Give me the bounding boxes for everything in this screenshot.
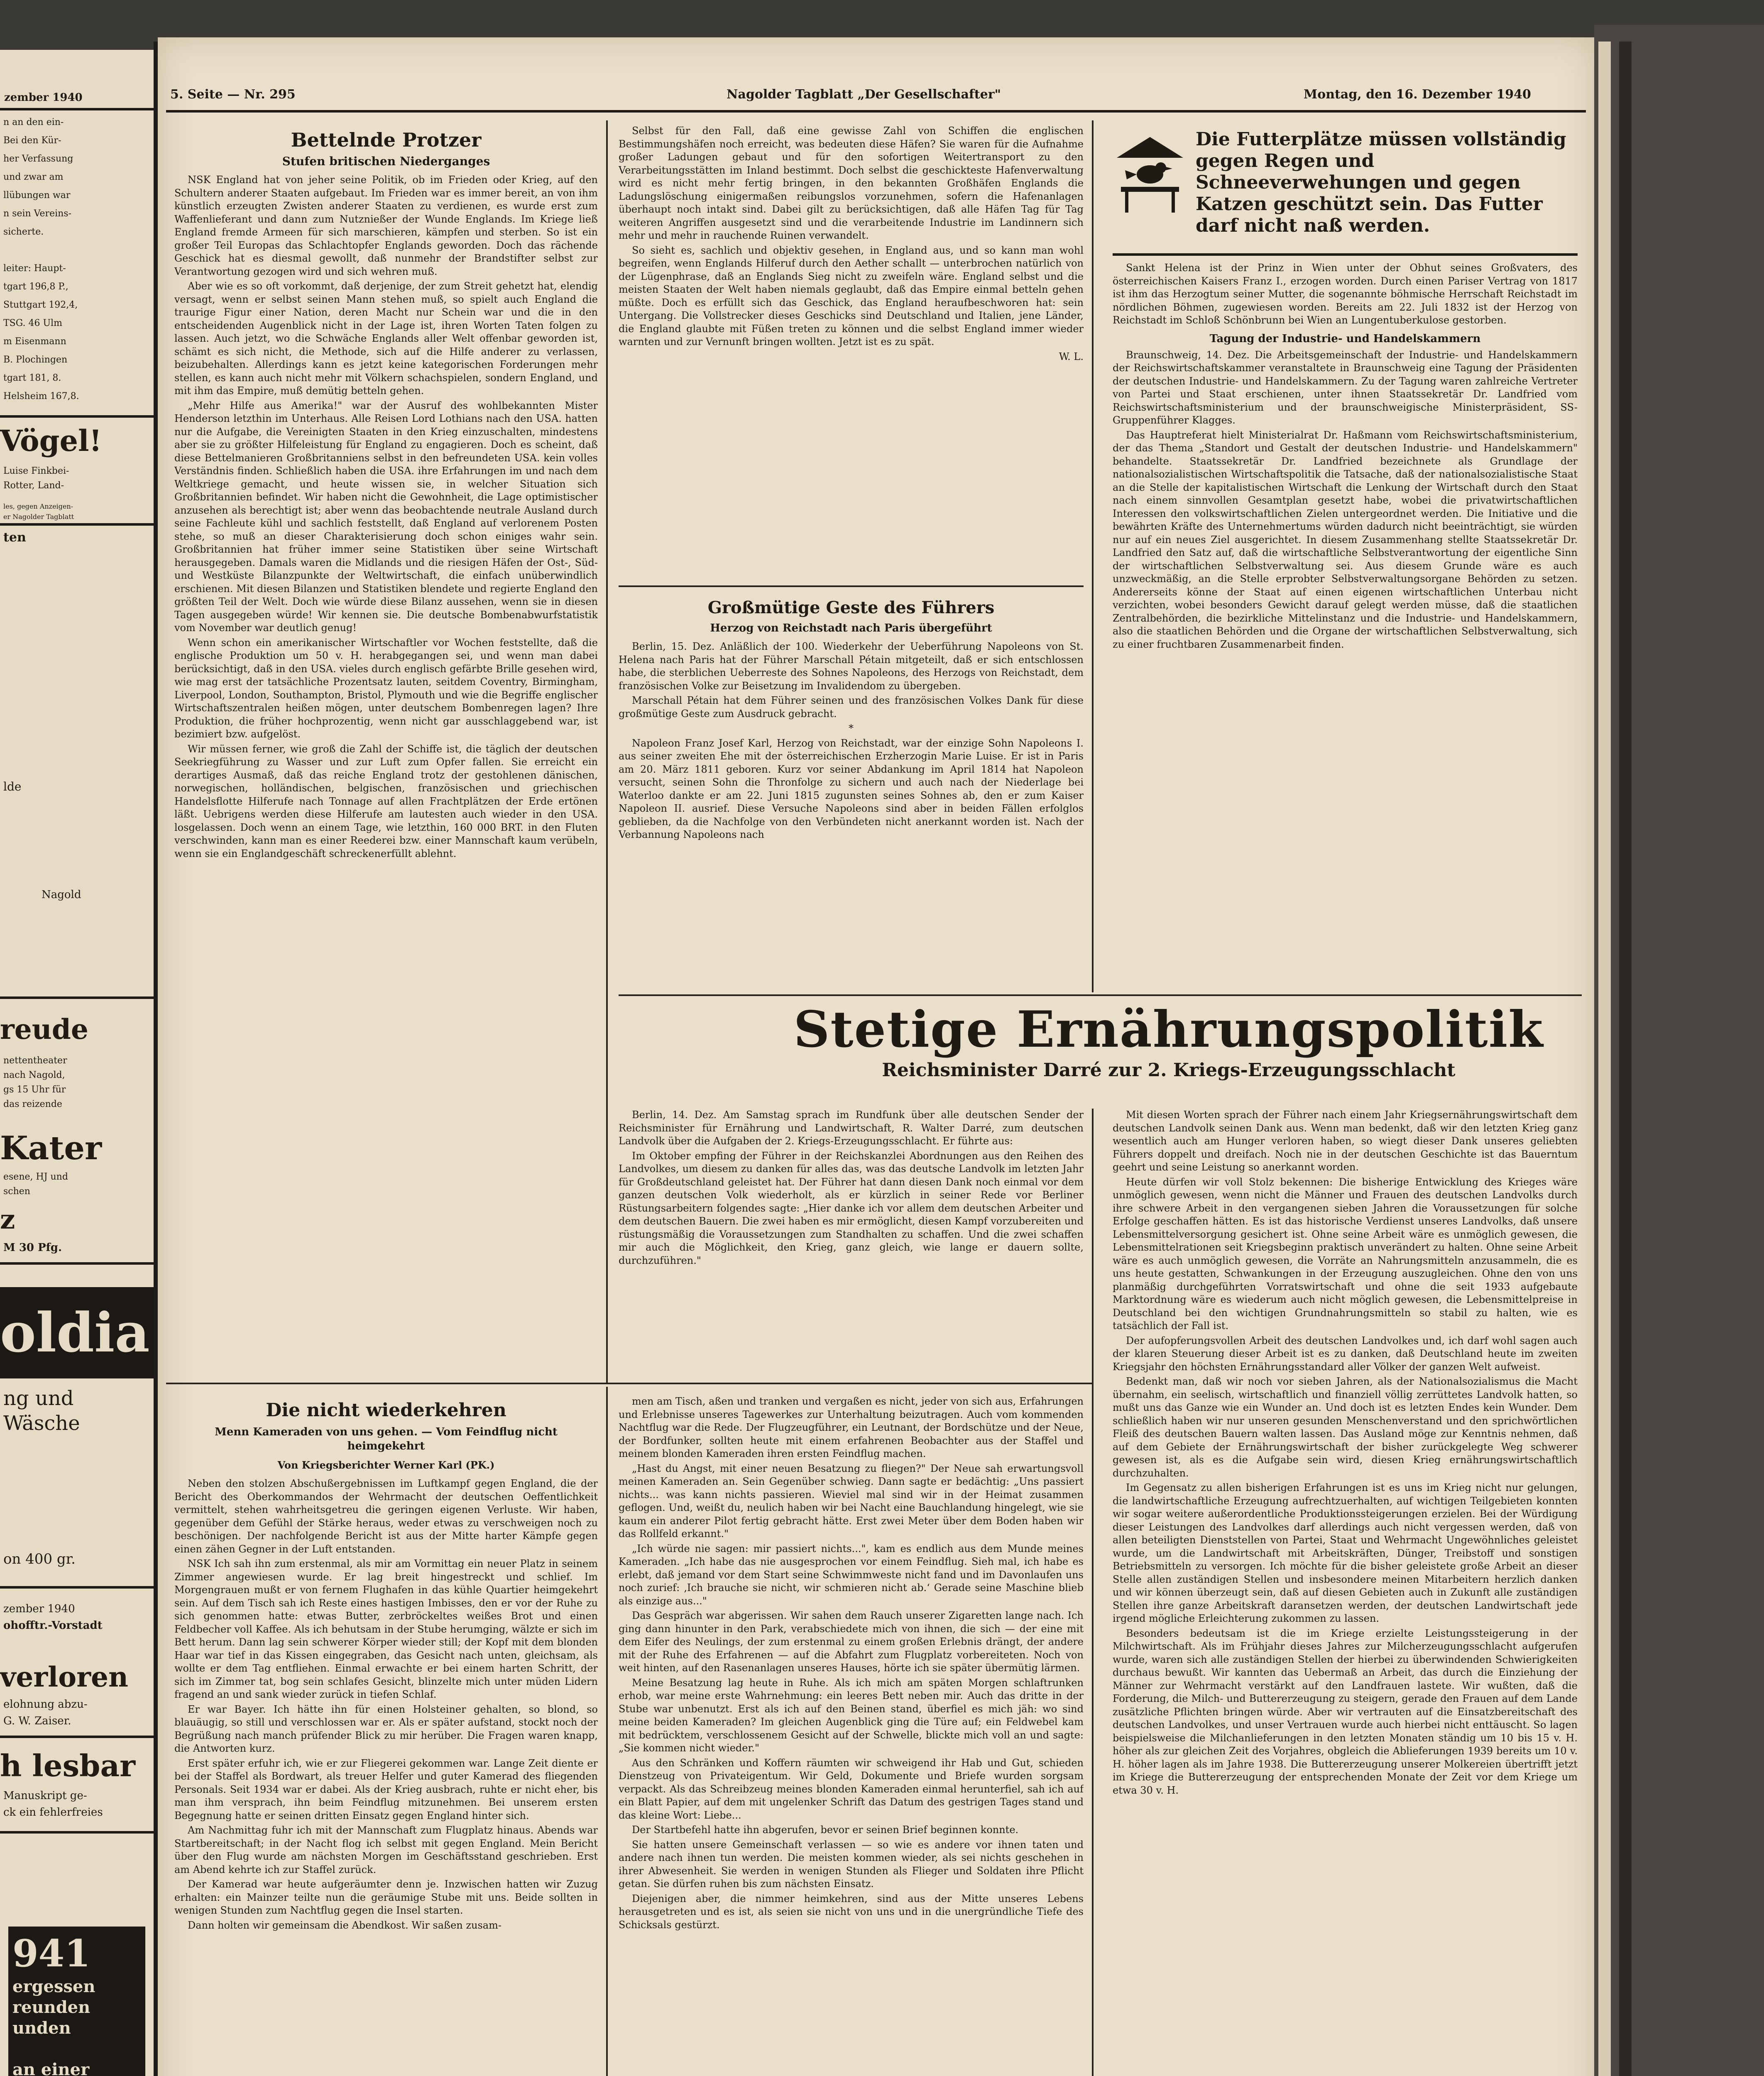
article-title: Bettelnde Protzer (291, 129, 482, 151)
article-paragraph: Mit diesen Worten sprach der Führer nach einem Jahr Kriegsernährungswirtschaft dem deutschen Landvolk seinen Dank aus. Wenn man bedenkt, daß wir den letzten Krieg ganz wesentlich auch am Hunger verloren haben, so wiegt dieser Dank unseres geliebten Führers doppelt und dreifach. Noch nie in der deutschen Geschichte ist das Bauerntum geehrt und seine Leistung so anerkannt worden. (1113, 1109, 1578, 1173)
prev-page-rule (0, 996, 154, 999)
article-die-nicht-wiederkehren-continued (619, 1395, 1084, 2076)
prev-page-rule (0, 1831, 154, 1834)
prev-ad-nagold: Nagold (42, 889, 81, 901)
article-signature: W. L. (1059, 350, 1084, 362)
article-paragraph: Im Gegensatz zu allen bisherigen Erfahrungen ist es uns im Krieg nicht nur gelungen, die landwirtschaftliche Erzeugung aufrechtzuerhalten, auf wichtigen Teilgebieten konnten wir sogar weitere außerordentliche Produktionssteigerungen erzielen. Bei der Würdigung dieser Leistungen des Landvolkes darf allerdings auch nicht vergessen werden, daß von allen beteiligten Dienststellen von Partei, Staat und Wehrmacht Ungewöhnliches geleistet wurde, um die Landwirtschaft mit Arbeitskräften, Dünger, Treibstoff und sonstigen Betriebsmitteln zu versorgen. Ich möchte für die bisher geleistete große Arbeit an dieser Stelle allen zuständigen Stellen und insbesondere meinen Mitarbeitern herzlich danken und wir können überzeugt sein, daß auf diesen Gebieten auch in Zukunft alle zuständigen Stellen ihre ganze Arbeitskraft daransetzen werden, der deutschen Landwirtschaft jede irgend mögliche Erleichterung zukommen zu lassen. (1113, 1482, 1578, 1624)
prev-ad-gr: on 400 gr. (3, 1551, 76, 1567)
prev-page-fragment-line: Bei den Kür- (3, 135, 61, 146)
article-paragraph: Aber wie es so oft vorkommt, daß derjenige, der zum Streit gehetzt hat, elendig versagt, wenn er selbst seinen Mann stehen muß, so spielt auch England die traurige Figur einer Nation, deren Macht nur Schein war und die in den entscheidenden Augenblick nicht in der Lage ist, ihren Worten Taten folgen zu lassen. Auch jetzt, wo die Schwäche Englands aller Welt offenbar geworden ist, schämt es sich nicht, die Methode, sich auf die Hilfe anderer zu verlassen, beizubehalten. Allerdings kann es jetzt keine kategorischen Forderungen mehr stellen, es kann auch nicht mehr mit Völkern schachspielen, sondern England, und mit ihm das Empire, muß demütig betteln gehen. (174, 280, 598, 397)
article-bettelnde-protzer-continued (619, 125, 1084, 590)
header-rule (166, 110, 1586, 113)
article-paragraph: Wir müssen ferner, wie groß die Zahl der Schiffe ist, die täglich der deutschen Seekriegführung zu Wasser und zur Luft zum Opfer fallen. Sie erreicht ein derartiges Ausmaß, daß das reiche England trotz der gestohlenen dänischen, norwegischen, holländischen, belgischen, französischen und griechischen Handelsflotte Hilferufe nach Tonnage auf allen Frachtplätzen der Erde ertönen läßt. Uebrigens werden diese Hilferufe am lautesten auch wieder in den USA. losgelassen. Doch wenn an einem Tage, wie letzthin, 160 000 BRT. in den Fluten verschwinden, kann man es einer Reederei bzw. einer Mannschaft kaum verübeln, wenn sie ein Englandgeschäft schreckenerfüllt ablehnt. (174, 743, 598, 859)
prev-ad-box-line (12, 2039, 141, 2059)
banner-rule (619, 994, 1582, 996)
bird-feeding-notice (1113, 120, 1578, 256)
prev-page-fragment-line: leiter: Haupt- (3, 263, 66, 274)
article-paragraph: Wenn schon ein amerikanischer Wirtschaftler vor Wochen feststellte, daß die englische Produktion um 50 v. H. herabgegangen sei, und wenn man dabei berücksichtigt, daß in den USA. vieles durch englisch gefärbte Brille gesehen wird, wie mag erst der tatsächliche Prozentsatz lauten, seitdem Coventry, Birmingham, Liverpool, London, Southampton, Bristol, Plymouth und wie die Begriffe englischer Wirtschaftszentralen heißen mögen, unter deutschem Bombenregen lagen? Ihre Produktion, die früher hochprozentig, wenn nicht gar ausschlaggebend war, ist bezimiert bzw. aufgelöst. (174, 637, 598, 740)
previous-page-fragment (0, 50, 154, 2076)
prev-ad-freude-line-3: gs 15 Uhr für (3, 1085, 66, 1095)
prev-ad-box-line: unden (12, 2018, 71, 2038)
notice-text: Die Futterplätze müssen vollständig gegen Regen und Schneeverwehungen und gegen Katzen geschützt sein. Das Futter darf nicht naß werden. (1196, 129, 1566, 236)
prev-ad-zaiser-2: ohofftr.-Vorstadt (3, 1619, 103, 1632)
article-paragraph: Meine Besatzung lag heute in Ruhe. Als ich mich am späten Morgen schlaftrunken erhob, war meine erste Wahrnehmung: ein leeres Bett neben mir. Auch das dritte in der Stube war unbenutzt. Erst als ich auf den Beinen stand, überfiel es mich jäh: wo sind meine beiden Kameraden? Im gleichen Augenblick ging die Türe auf; ein Feldwebel kam mit bedrücktem, verschlossenem Gesicht auf der Schwelle, blickte mich voll an und sagte: „Sie kommen nicht wieder." (619, 1677, 1084, 1754)
prev-ad-voegel-line-2: Rotter, Land- (3, 480, 64, 491)
article-die-nicht-wiederkehren (174, 1395, 598, 2076)
article-paragraph: „Mehr Hilfe aus Amerika!" war der Ausruf des wohlbekannten Mister Henderson letzthin im Unterhaus. Alle Reisen Lord Lothians nach den USA. hatten nur die Aufgabe, die Vereinigten Staaten in den Krieg einzuschalten, mindestens aber sie zu größter Hilfeleistung für England zu engagieren. Doch es scheint, daß diese Bettelmanieren Großbritanniens selbst in den befreundeten USA. kein volles Verständnis finden. Schließlich haben die USA. ihre Erfahrungen im und nach dem Weltkriege gemacht, und heute wissen sie, in welcher Situation sich Großbritannien befindet. Wir haben nicht die Gewohnheit, die Lage optimistischer anzusehen als berechtigt ist; aber wenn das beobachtende neutrale Ausland durch seine Fachleute kühl und sachlich feststellt, daß England auf verlorenem Posten stehe, so muß an dieser Charakterisierung doch schon einiges wahr sein. Großbritannien hat früher immer seine Statistiken über seine Wirtschaft herausgegeben. Damals waren die Midlands und die riesigen Häfen der Ost-, Süd- und Westküste Bilanzpunkte der Weltwirtschaft, die einfach unüberwindlich erschienen. Mit diesen Bilanzen und Statistiken blendete und regierte England den größten Teil der Welt. Doch wie würde diese Bilanz aussehen, wenn sie in diesen Tagen ausgegeben würde! Wir kennen sie. Die deutsche Bombenabwurfstatistik vom November war deutlich genug! (174, 399, 598, 634)
prev-ad-kater-line-2: schen (3, 1186, 30, 1197)
prev-page-fragment-line: Helsheim 167,8. (3, 391, 79, 401)
prev-ad-box-line: an einer (12, 2060, 90, 2076)
prev-ad-kater: Kater (0, 1129, 102, 1167)
article-bettelnde-protzer (174, 125, 598, 1383)
prev-ad-box-year: 941 (12, 1932, 91, 1976)
article-paragraph: Sie hatten unsere Gemeinschaft verlassen — so wie es andere vor ihnen taten und andere nach ihnen tun werden. Die meisten kommen wieder, als sei nichts geschehen in ihrer Abwesenheit. Sie werden in wenigen Stunden als Flieger und Soldaten ihre Pflicht getan. Sie dürfen ruhen bis zum nächsten Einsatz. (619, 1839, 1084, 1890)
article-paragraph: Sankt Helena ist der Prinz in Wien unter der Obhut seines Großvaters, des österreichischen Kaisers Franz I., erzogen worden. Durch einen Pariser Vertrag von 1817 ist ihm das Herzogtum seiner Mutter, die sogenannte böhmische Herrschaft Reichstadt im nördlichen Böhmen, zugewiesen worden. Bereits am 22. Juli 1832 ist der Herzog von Reichstadt im Schloß Schönbrunn bei Wien an Lungentuberkulose gestorben. (1113, 262, 1578, 326)
prev-page-fragment-line: B. Plochingen (3, 355, 68, 365)
prev-ad-oldia: oldia (0, 1287, 154, 1378)
prev-ad-voegel-line-1: Luise Finkbei- (3, 466, 69, 476)
banner-subtitle: Reichsminister Darré zur 2. Kriegs-Erzeugungsschlacht (882, 1060, 1456, 1081)
column-rule (1092, 120, 1094, 992)
page-edge (1598, 42, 1611, 2076)
prev-page-fragment-line: Stuttgart 192,4, (3, 300, 78, 310)
prev-ad-oldia-line-2: Wäsche (3, 1412, 80, 1435)
article-paragraph: Marschall Pétain hat dem Führer seinen und des französischen Volkes Dank für diese großmütige Geste zum Ausdruck gebracht. (619, 695, 1084, 720)
prev-ad-freude-line-4: das reizende (3, 1099, 62, 1109)
article-paragraph: Besonders bedeutsam ist die im Kriege erzielte Leistungssteigerung in der Milchwirtschaft. Als im Frühjahr dieses Jahres zur Milcherzeugungsschlacht aufgerufen wurde, waren sich alle zuständigen Stellen der hierbei zu überwindenden Schwierigkeiten durchaus bewußt. Wir kannten das Uebermaß an Arbeit, das durch die Einziehung der Männer zur Wehrmacht verstärkt auf den Landfrauen lastete. Wir wußten, daß die Forderung, die Milch- und Buttererzeugung zu steigern, gerade den Frauen auf dem Lande zusätzliche Pflichten bringen würde. Aber wir vertrauten auf die Einsatzbereitschaft des deutschen Landvolkes, und unser Vertrauen wurde auch hierbei nicht enttäuscht. So lagen beispielsweise die Milchanlieferungen in den letzten Monaten ständig um 10 bis 15 v. H. höher als zur gleichen Zeit des Vorjahres, obgleich die Ablieferungen 1939 bereits um 10 v. H. höher lagen als im Jahre 1938. Die Buttererzeugung unserer Molkereien übertrifft jetzt im Kriege die Buttererzeugung der entsprechenden Monate der Zeit vor dem Kriege um etwa 30 v. H. (1113, 1627, 1578, 1796)
article-paragraph: Braunschweig, 14. Dez. Die Arbeitsgemeinschaft der Industrie- und Handelskammern der Reichswirtschaftskammer veranstaltete in Braunschweig eine Tagung der Präsidenten der deutschen Industrie- und Handelskammern. Zu der Tagung waren zahlreiche Vertreter von Partei und Staat erschienen, unter ihnen Staatssekretär Dr. Landfried vom Reichswirtschaftsministerium und der braunschweigische Ministerpräsident, SS-Gruppenführer Klagges. (1113, 349, 1578, 426)
article-rule (619, 585, 1084, 587)
article-paragraph: Berlin, 15. Dez. Anläßlich der 100. Wiederkehr der Ueberführung Napoleons von St. Helena nach Paris hat der Führer Marschall Pétain mitgeteilt, daß er sich entschlossen habe, die sterblichen Ueberreste des Sohnes Napoleons, des Herzogs von Reichstadt, dem französischen Volke zur Beisetzung im Invalidendom zu übergeben. (619, 641, 1084, 692)
article-paragraph: „Ich würde nie sagen: mir passiert nichts...", kam es endlich aus dem Munde meines Kameraden. „Ich habe das nie ausgesprochen vor einem Feindflug. Sieh mal, ich habe es erlebt, daß jemand vor dem Start seine Schwimmweste nicht fand und im Davonlaufen uns noch zurief: ‚Ich brauche sie nicht, wir schmieren nicht ab.‘ Gerade seine Maschine blieb als einzige aus..." (619, 1542, 1084, 1607)
prev-ad-box-lines (12, 1976, 141, 2076)
prev-ad-kater-line-1: esene, HJ und (3, 1172, 68, 1182)
prev-ad-small-1: les, gegen Anzeigen- (3, 502, 73, 510)
article-paragraph: Diejenigen aber, die nimmer heimkehren, sind aus der Mitte unseres Lebens herausgetreten und es ist, als seien sie nicht von uns und in die unergründliche Tiefe des Schicksals gestürzt. (619, 1892, 1084, 1931)
book-binding-edge (1594, 25, 1764, 2076)
prev-ad-fragment: lde (3, 780, 22, 793)
prev-page-fragment-line: her Verfassung (3, 154, 73, 164)
article-paragraph: Das Gespräch war abgerissen. Wir sahen dem Rauch unserer Zigaretten lange nach. Ich ging dann hinunter in den Park, verabschiedete mich von ihnen, die sich — der eine mit dem Eifer des Neulings, der zum erstenmal zu einem großen Erlebnis drängt, der andere mit der Ruhe des Erfahrenen — auf die Abfahrt zum Flugplatz vorbereiteten. Noch von weit hinten, auf den Rasenanlagen unseres Hauses, hörte ich sie später übermütig lärmen. (619, 1610, 1084, 1674)
prev-page-fragment-line: TSG. 46 Ulm (3, 318, 62, 328)
prev-ad-box-line: ergessen (12, 1977, 95, 1996)
prev-page-rule (0, 1586, 154, 1589)
prev-page-fragment-line: tgart 181, 8. (3, 373, 61, 383)
running-head-date: Montag, den 16. Dezember 1940 (1304, 87, 1531, 102)
article-paragraph: men am Tisch, aßen und tranken und vergaßen es nicht, jeder von sich aus, Erfahrungen und Erlebnisse unseres Tagewerkes zur Unterhaltung beizutragen. Auch vom kommenden Nachtflug war die Rede. Der Flugzeugführer, ein Leutnant, der Bordschütze und der Neue, der Bordfunker, sollten heute mit einem erfahrenen Beobachter aus der Staffel und meinem blonden Kameraden ihren ersten Feindflug machen. (619, 1395, 1084, 1459)
prev-ad-zaiser-1: zember 1940 (3, 1603, 75, 1615)
prev-page-header: zember 1940 (4, 91, 83, 104)
prev-ad-box-line: reunden (12, 1998, 91, 2017)
prev-page-fragment-line: tgart 196,8 P., (3, 282, 69, 292)
prev-ad-freude: reude (0, 1013, 88, 1045)
prev-ad-oldia-line-1: ng und (3, 1387, 74, 1410)
prev-page-fragment-line: sicherte. (3, 227, 44, 237)
prev-ad-freude-line-1: nettentheater (3, 1055, 67, 1066)
prev-page-rule (0, 1262, 154, 1265)
article-paragraph: NSK Ich sah ihn zum erstenmal, als mir am Vormittag ein neuer Platz in seinem Zimmer angewiesen wurde. Er lag breit hingestreckt und schlief. Im Morgengrauen mußt er von fernem Flughafen in das kühle Quartier heimgekehrt sein. Auf dem Tisch sah ich Reste eines hastigen Imbisses, den er vor der Ruhe zu sich genommen hatte: etwas Butter, zerbröckeltes weißes Brot und einen Feldbecher voll Kaffee. Als ich behutsam in der Stube herumging, wälzte er sich im Bett herum. Dann lag sein schwerer Körper wieder still; der Kopf mit dem blonden Haar war tief in das Kissen eingegraben, das Gesicht nach unten, gleichsam, als wollte er dem Tag entfliehen. Einmal erwachte er bei einem harten Schritt, der sich im Zimmer tat, bog sein schlafes Gesicht, blinzelte mich unter müden Lidern fragend an und sank wieder zurück in tiefen Schlaf. (174, 1558, 598, 1700)
article-title: Tagung der Industrie- und Handelskammern (1209, 332, 1481, 345)
article-subtitle: Herzog von Reichstadt nach Paris übergeführt (710, 622, 992, 634)
column-rule (606, 1387, 608, 2076)
article-paragraph: Das Hauptreferat hielt Ministerialrat Dr. Haßmann vom Reichswirtschaftsministerium, der das Thema „Standort und Gestalt der deutschen Industrie- und Handelskammern" behandelte. Staatssekretär Dr. Landfried bezeichnete als Grundlage der nationalsozialistischen Wirtschaftspolitik die Tatsache, daß der nationalsozialistische Staat an die Stelle der kapitalistischen Wirtschaft die Lenkung der Wirtschaft durch den Staat nach einem sinnvollen Gesamtplan gesetzt habe, wobei die privatwirtschaftlichen Interessen den volkswirtschaftlichen Zielen untergeordnet werden. Die Initiative und die bewährten Kräfte des Unternehmertums würden dadurch nicht beeinträchtigt, sie würden nur auf ein neues Ziel ausgerichtet. In diesem Zusammenhang stellte Staatssekretär Dr. Landfried den Satz auf, daß die wirtschaftliche Selbstverantwortung der eigentliche Sinn der wirtschaftlichen Selbstverwaltung sei. Aus diesem Grunde wäre es auch unzweckmäßig, an die Stelle erprobter Selbstverwaltungsorgane Behörden zu setzen. Andererseits könne der Staat auf einen eigenen wirtschaftlichen Unterbau nicht verzichten, wobei besonders Gewicht darauf gelegt werden müsse, daß die staatlichen Zentralbehörden, die bezirkliche Mittelinstanz und die Industrie- und Handelskammern, also die staatlichen Behörden und die Organe der wirtschaftlichen Selbstverwaltung, sich zu einer fruchtbaren Zusammenarbeit finden. (1113, 429, 1578, 650)
article-grossmuetige-geste (619, 594, 1084, 992)
running-head-masthead: Nagolder Tagblatt „Der Gesellschafter" (727, 87, 1001, 102)
article-author: Von Kriegsberichter Werner Karl (PK.) (277, 1459, 495, 1471)
prev-page-rule (0, 108, 154, 110)
article-paragraph: Dann holten wir gemeinsam die Abendkost. Wir saßen zusam- (188, 1919, 502, 1931)
binding-board (1619, 42, 1632, 2076)
prev-page-rule (0, 523, 154, 526)
prev-ad-verloren: verloren (0, 1661, 128, 1693)
article-title: Die nicht wiederkehren (266, 1400, 506, 1421)
article-paragraph: Aus den Schränken und Koffern räumten wir schweigend ihr Hab und Gut, schieden Dienstzeug von Privateigentum. Wir Geld, Dokumente und Briefe wurden sorgsam verpackt. Als das Schreibzeug meines blonden Kameraden einmal herunterfiel, sah ich auf ein Blatt Papier, auf dem mit ungelenker Schrift das Datum des gestrigen Tages stand und das kleine Wort: Liebe... (619, 1757, 1084, 1821)
article-paragraph: Heute dürfen wir voll Stolz bekennen: Die bisherige Entwicklung des Krieges wäre unmöglich gewesen, wenn nicht die Männer und Frauen des deutschen Landvolks durch ihre schwere Arbeit in den vergangenen sieben Jahren die Voraussetzungen für solche Erfolge geschaffen hätten. Es ist das historische Verdienst unseres Landvolks, daß unsere Lebensmittelversorgung gesichert ist. Ohne seine Arbeit wäre es unmöglich gewesen, die Lebensmittelrationen seit Kriegsbeginn praktisch unverändert zu halten. Ohne seine Arbeit wäre es auch unmöglich gewesen, die Vorräte an Nahrungsmitteln anzusammeln, die es uns heute gestatten, Schwankungen in der Erzeugung auszugleichen. Ohne den von uns planmäßig durchgeführten Vorratswirtschaft und ohne die seit 1933 aufgebaute Marktordnung wäre es wiederum auch nicht möglich gewesen, die Lebensmittelpreise in Deutschland bei den wichtigen Grundnahrungsmitteln so stabil zu halten, wie es tatsächlich der Fall ist. (1113, 1176, 1578, 1332)
article-tagung-handelskammern (1113, 262, 1578, 992)
article-paragraph: Napoleon Franz Josef Karl, Herzog von Reichstadt, war der einzige Sohn Napoleons I. aus seiner zweiten Ehe mit der österreichischen Erzherzogin Marie Luise. Er ist in Paris am 20. März 1811 geboren. Kurz vor seiner Abdankung im April 1814 hat Napoleon versucht, seinen Sohn die Thronfolge zu sichern und auch nach der Niederlage bei Waterloo dankte er am 22. Juni 1815 zugunsten seines Sohnes ab, den er zum Kaiser Napoleon II. ausrief. Diese Versuche Napoleons sind aber in beiden Fällen erfolglos geblieben, da die Nachfolge von den Verbündeten nicht anerkannt worden ist. Nach der Verbannung Napoleons nach (619, 737, 1084, 840)
prev-ad-lesbar-line-1: Manuskript ge- (3, 1790, 87, 1802)
banner-title: Stetige Ernährungspolitik (793, 1000, 1544, 1059)
prev-ad-box-1941 (8, 1927, 145, 2076)
article-paragraph: So sieht es, sachlich und objektiv gesehen, in England aus, und so kann man wohl begreifen, wenn Englands Hilferuf durch den Aether schallt — unterbrochen natürlich von der Lügenphrase, daß an Englands Sieg nicht zu zweifeln wäre. England selbst und die meisten Staaten der Welt haben niemals geglaubt, daß das Empire einmal betteln gehen müßte. Doch es erfüllt sich das Geschick, das England heraufbeschworen hat: sein Untergang. Die Vollstrecker dieses Geschicks sind Deutschland und Italien, jene Länder, die England glaubte mit Füßen treten zu können und die selbst England immer wieder warnten und zur Vernunft bringen wollten. Jetzt ist es zu spät. (619, 244, 1084, 348)
article-paragraph: Der Kamerad war heute aufgeräumter denn je. Inzwischen hatten wir Zuzug erhalten: ein Mainzer teilte nun die geräumige Stube mit uns. Beide sollten in wenigen Stunden zum Nachtflug gegen die Insel starten. (174, 1878, 598, 1916)
article-paragraph: Im Oktober empfing der Führer in der Reichskanzlei Abordnungen aus den Reihen des Landvolkes, um diesem zu danken für alles das, was das deutsche Landvolk im letzten Jahr für Großdeutschland geleistet hat. Der Führer hat dann diesen Dank noch einmal vor dem ganzen deutschen Volk wiederholt, als er kürzlich in seiner Rede vor Berliner Rüstungsarbeitern folgendes sagte: „Hier danke ich vor allem dem deutschen Arbeiter und dem deutschen Bauern. Die zwei haben es mir ermöglicht, diesen Kampf vorzubereiten und rüstungsmäßig die Voraussetzungen zum Standhalten zu schaffen. Und die zwei schaffen mir auch die Möglichkeit, den Krieg, ganz gleich, wie lange er dauern sollte, durchzuführen." (619, 1150, 1084, 1266)
running-head-page-number: 5. Seite — Nr. 295 (170, 87, 296, 102)
prev-page-fragment-line: und zwar am (3, 172, 64, 182)
article-subtitle: Stufen britischen Niederganges (282, 154, 490, 168)
article-paragraph: Berlin, 14. Dez. Am Samstag sprach im Rundfunk über alle deutschen Sender der Reichsminister für Ernährung und Landwirtschaft, R. Walter Darré, zum deutschen Landvolk über die Aufgaben der 2. Kriegs-Erzeugungsschlacht. Er führte aus: (619, 1109, 1084, 1147)
prev-page-fragment-line: llübungen war (3, 190, 71, 201)
article-paragraph: Erst später erfuhr ich, wie er zur Fliegerei gekommen war. Lange Zeit diente er bei der Staffel als Bordwart, als treuer Helfer und guter Kamerad des fliegenden Personals. Seit 1934 war er dabei. Als der Krieg ausbrach, ruhte er nicht eher, bis man ihm versprach, ihn beim Feindflug mitzunehmen. Bei unserem ersten Begegnung hatte er seinen dritten Einsatz gegen England hinter sich. (174, 1757, 598, 1821)
article-paragraph: Bedenkt man, daß wir noch vor sieben Jahren, als der Nationalsozialismus die Macht übernahm, ein seelisch, wirtschaftlich und finanziell völlig zerrüttetes Landvolk hatten, so mußt uns das Ganze wie ein Wunder an. Und doch ist es letzten Endes kein Wunder. Dem schließlich haben wir nur unseren gesunden Menschenverstand und den sprichwörtlichen Fleiß des deutschen Bauern walten lassen. Das Ausland möge zur Kenntnis nehmen, daß auf dem Gebiete der Ernährungswirtschaft der bisher zurückgelegte Weg schwerer gewesen ist, als es die Aufgabe sein wird, diesen Krieg ernährungswirtschaftlich durchzuhalten. (1113, 1376, 1578, 1479)
article-ernaehrungspolitik-part-1 (619, 1109, 1084, 1378)
article-ernaehrungspolitik-part-2 (1113, 1109, 1578, 2076)
article-subtitle: Menn Kameraden von uns gehen. — Vom Feindflug nicht heimgekehrt (215, 1426, 558, 1452)
prev-ad-z: z (0, 1204, 15, 1235)
article-paragraph: Am Nachmittag fuhr ich mit der Mannschaft zum Flugplatz hinaus. Abends war Startbereitschaft; in der Nacht flog ich selbst mit gegen England. Mein Bericht über den Flug wurde am nächsten Morgen im Geschäftsstand geschrieben. Erst am Abend kehrte ich zur Staffel zurück. (174, 1824, 598, 1875)
column-rule (606, 120, 608, 1383)
article-paragraph: Er war Bayer. Ich hätte ihn für einen Holsteiner gehalten, so blond, so blauäugig, so still und verschlossen war er. Als er später aufstand, stockt noch der Begrüßung nach manch prüfender Blick zu mir herüber. Die Fragen waren knapp, die Antworten kurz. (174, 1703, 598, 1754)
article-paragraph: NSK England hat von jeher seine Politik, ob im Frieden oder Krieg, auf den Schultern anderer Staaten aufgebaut. Im Frieden war es immer bereit, an von ihm künstlich erzeugten Zwisten anderer Staaten zu verdienen, es wurde erst zum Waffenlieferant und dann zum Nutznießer der Wunde Englands. Im Kriege ließ England fremde Armeen für sich marschieren, kämpfen und sterben. So ist ein großer Teil Europas das Schlachtopfer Englands geworden. Doch das rächende Geschick hat es diesmal gewollt, daß nunmehr der Brandstifter selbst zur Verantwortung gezogen wird und sich wehren muß. (174, 174, 598, 277)
prev-page-fragment-line: m Eisenmann (3, 336, 66, 347)
prev-page-fragment-line: n sein Vereins- (3, 208, 72, 219)
article-paragraph: Der aufopferungsvollen Arbeit des deutschen Landvolkes und, ich darf wohl sagen auch der klaren Steuerung dieser Arbeit ist es zu danken, daß Deutschland heute im zweiten Kriegsjahr den höchsten Ernährungsstandard aller Völker der ganzen Welt aufweist. (1113, 1334, 1578, 1373)
article-paragraph: Neben den stolzen Abschußergebnissen im Luftkampf gegen England, die der Bericht des Oberkommandos der Wehrmacht der deutschen Oeffentlichkeit vermittelt, stehen wahrheitsgetreu die geringen eigenen Verluste. Wir haben, gegenüber dem Gefühl der Stärke heraus, weder etwas zu verschweigen noch zu beschönigen. Der nachfolgende Bericht ist aus der Mitte harter Kämpfe gegen einen zähen Gegner in der Luft entstanden. (174, 1478, 598, 1555)
prev-ad-verloren-line-2: G. W. Zaiser. (3, 1715, 71, 1727)
prev-ad-voegel: Vögel! (0, 424, 102, 458)
prev-page-fragment-line: n an den ein- (3, 117, 64, 127)
prev-page-rule (0, 1736, 154, 1738)
article-paragraph: „Hast du Angst, mit einer neuen Besatzung zu fliegen?" Der Neue sah erwartungsvoll meinen Kameraden an. Sein Gegenüber schwieg. Dann sagte er bedächtig: „Uns passiert nichts... was kann nichts passieren. Wieviel mal sind wir in der Heimat zusammen geflogen. Und, weißt du, neulich haben wir bei Nacht eine Bauchlandung hingelegt, wie sie kaum ein anderer Pilot fertig gebracht hätte. Erst zwei Meter über dem Boden haben wir das Rollfeld erkannt." (619, 1462, 1084, 1540)
prev-page-rule (0, 415, 154, 418)
prev-ads-label: ten (3, 530, 26, 545)
prev-ad-lesbar-line-2: ck ein fehlerfreies (3, 1806, 103, 1819)
column-rule (1092, 1109, 1094, 2076)
bird-feeder-icon (1117, 133, 1183, 216)
article-paragraph: Selbst für den Fall, daß eine gewisse Zahl von Schiffen die englischen Bestimmungshäfen noch erreicht, was bedeuten diese Häfen? Sie waren für die Aufnahme großer Ladungen gebaut und für den sofortigen Weitertransport zu den Verarbeitungsstätten im Inland bestimmt. Doch selbst die geschickteste Hafenverwaltung wird es nicht mehr fertig bringen, in den bekannten Großhäfen Englands die Ladungslöschung einigermaßen reibungslos vorzunehmen, sofern die Hafenanlagen überhaupt noch intakt sind. Dabei gilt zu berücksichtigen, daß alle Häfen Tag für Tag weiteren Angriffen ausgesetzt sind und die verarbeitende Industrie im Landinnern sich mehr und mehr in rauchende Ruinen verwandelt. (619, 125, 1084, 241)
prev-ad-small-2: er Nagolder Tagblatt (3, 513, 74, 521)
article-title: Großmütige Geste des Führers (707, 598, 995, 617)
prev-ad-freude-line-2: nach Nagold, (3, 1070, 65, 1080)
article-rule (166, 1383, 1092, 1384)
ernaehrungspolitik-banner (756, 1001, 1582, 1104)
prev-ad-price: M 30 Pfg. (3, 1241, 62, 1254)
newspaper-page (158, 37, 1594, 2076)
article-separator: * (849, 722, 854, 734)
prev-ad-verloren-line-1: elohnung abzu- (3, 1698, 88, 1711)
prev-ad-lesbar: h lesbar (0, 1748, 136, 1783)
article-paragraph: Der Startbefehl hatte ihn abgerufen, bevor er seinen Brief beginnen konnte. (632, 1824, 1019, 1836)
